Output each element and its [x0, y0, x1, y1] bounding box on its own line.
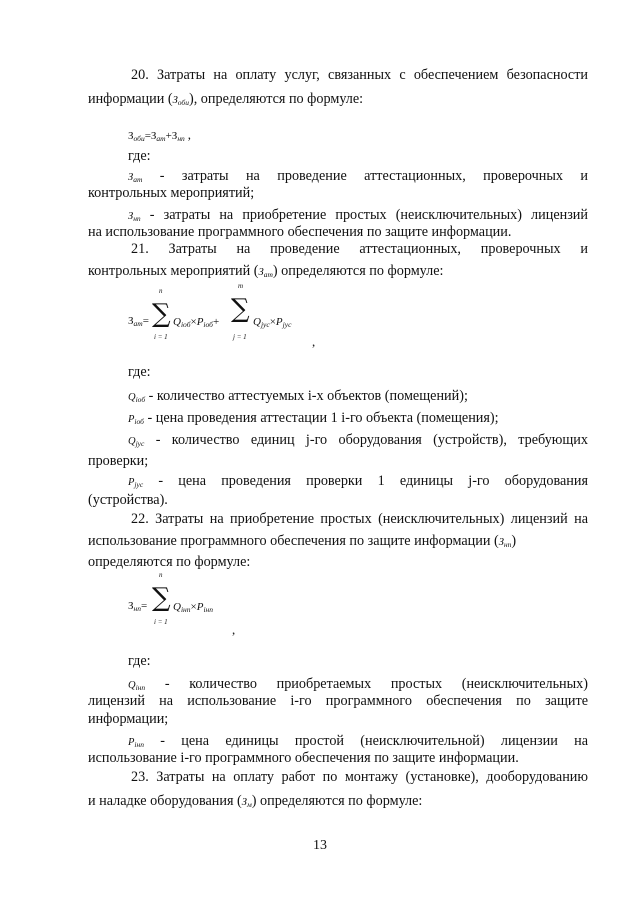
def8-symbol: $P_{iнп}$	[128, 737, 144, 749]
def6-line2: (устройства).	[88, 492, 168, 508]
def1-symbol: $З_{ат}$	[128, 172, 143, 184]
f3-sum-top: n	[159, 571, 163, 579]
p23-text-b: ) определяются по формуле:	[251, 793, 423, 809]
def1-line2: контрольных мероприятий;	[88, 185, 255, 201]
where-2: где:	[128, 364, 151, 380]
p21-text-a: контрольных мероприятий (	[88, 263, 259, 279]
def8-line2: использование i-го программного обеспечения по защите информации.	[88, 750, 519, 766]
f2-sum2-top: m	[238, 282, 244, 290]
p23-symbol-sub: м	[246, 800, 252, 809]
def6-text: - цена проведения проверки 1 единицы j-го оборудования	[158, 473, 589, 489]
where-3: где:	[128, 653, 151, 669]
def3-line	[128, 387, 628, 409]
f3-term: $Q_{iнп}\times P_{iнп}$	[173, 601, 214, 614]
def7-symbol: $Q_{iнп}$	[128, 680, 146, 692]
def1-text: - затраты на проведение аттестационных, проверочных и	[159, 168, 589, 184]
p22-symbol: З	[498, 537, 504, 548]
def2-symbol: $З_{нп}$	[128, 211, 141, 223]
f1-sub1: ат	[156, 134, 166, 143]
p22-line2	[88, 532, 588, 554]
f2-lhs: $З_{ат}=$	[128, 315, 149, 328]
p22-line3: определяются по формуле:	[88, 554, 251, 570]
f2-sum2-bottom: j = 1	[233, 333, 247, 341]
page-number: 13	[313, 838, 327, 853]
f1-comma: ,	[187, 127, 192, 142]
p22-line1: 22. Затраты на приобретение простых (неисключительных) лицензий на	[131, 511, 588, 527]
f2-term2: $Q_{jус}\times P_{jус}$	[253, 316, 292, 329]
p23-line1: 23. Затраты на оплату работ по монтажу (установке), дооборудованию	[131, 769, 588, 785]
p20-line1: 20. Затраты на оплату услуг, связанных с обеспечением безопасности	[131, 67, 588, 83]
def5-symbol: $Q_{jус}$	[128, 436, 145, 448]
def4-line	[128, 409, 628, 431]
f1-plus: +З	[165, 130, 178, 142]
def8-text: - цена единицы простой (неисключительной) лицензии на	[160, 733, 589, 749]
f1-sub2: нп	[177, 134, 185, 143]
def5-text: - количество единиц j-го оборудования (устройств), требующих	[155, 432, 588, 448]
p23-symbol: З	[241, 797, 247, 808]
f2-term1: $Q_{iоб}\times P_{iоб}+$	[173, 316, 220, 329]
p20-symbol: З	[172, 95, 178, 106]
def6-symbol: $P_{jус}$	[128, 477, 144, 489]
def2-line2: на использование программного обеспечения по защите информации.	[88, 224, 512, 240]
p20-text-a: информации (	[88, 91, 173, 107]
f3-sum-bottom: i = 1	[154, 618, 168, 626]
p21-line1: 21. Затраты на проведение аттестационных, проверочных и	[131, 241, 588, 257]
def4-text: - цена проведения аттестации 1 i-го объекта (помещения);	[147, 410, 499, 426]
def2-text: - затраты на приобретение простых (неисключительных) лицензий	[149, 207, 588, 223]
def7-text: - количество приобретаемых простых (неисключительных)	[164, 676, 588, 692]
sum-sign-3: ∑	[152, 583, 171, 613]
f2-comma: ,	[312, 334, 316, 349]
p22-text-b: )	[511, 533, 517, 549]
f3-lhs: $З_{нп}=$	[128, 600, 148, 613]
def7-line3: информации;	[88, 711, 169, 727]
def4-symbol: $P_{iоб}$	[128, 414, 144, 426]
f2-sum1-top: n	[159, 287, 163, 295]
sum-sign-1: ∑	[152, 299, 171, 329]
f1-eq: =З	[144, 130, 157, 142]
f1-lhs-sub: оби	[133, 134, 145, 143]
p20-text-b: ), определяются по формуле:	[188, 91, 364, 107]
p21-symbol-sub: ат	[263, 270, 273, 279]
p21-text-b: ) определяются по формуле:	[272, 263, 444, 279]
p20-symbol-sub: оби	[177, 98, 189, 107]
sum-sign-2: ∑	[231, 294, 250, 324]
def3-text: - количество аттестуемых i-х объектов (помещений);	[148, 388, 468, 404]
p21-symbol: З	[258, 267, 264, 278]
p23-line2	[88, 792, 588, 814]
f2-sum1-bottom: i = 1	[154, 333, 168, 341]
formula-1	[128, 127, 191, 143]
where-1: где:	[128, 148, 151, 164]
def5-line2: проверки;	[88, 453, 149, 469]
p21-line2	[88, 262, 588, 284]
p22-text-a: использование программного обеспечения по защите информации (	[88, 533, 499, 549]
def5-line1	[128, 431, 588, 453]
p23-text-a: и наладке оборудования (	[88, 793, 242, 809]
def3-symbol: $Q_{iоб}$	[128, 392, 146, 404]
def7-line2: лицензий на использование i-го программного обеспечения по защите	[88, 693, 588, 709]
p20-line2	[88, 90, 588, 112]
p22-symbol-sub: нп	[503, 540, 512, 549]
f3-comma: ,	[232, 622, 236, 637]
f1-lhs: З	[128, 130, 134, 142]
